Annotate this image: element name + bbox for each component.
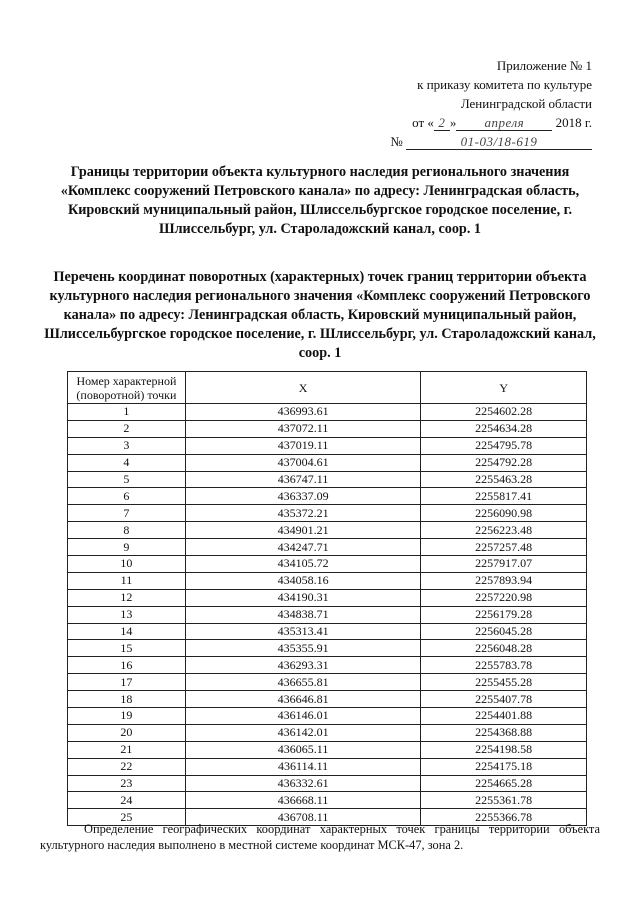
table-row <box>68 420 587 437</box>
point-number-cell: 9 <box>68 539 186 556</box>
y-coordinate-cell: 2255361.78 <box>421 792 587 809</box>
x-coordinate-cell: 436708.11 <box>185 809 420 826</box>
point-number-cell: 3 <box>68 437 186 454</box>
table-row <box>68 691 587 708</box>
y-coordinate-cell: 2254368.88 <box>421 724 587 741</box>
x-coordinate-cell: 436646.81 <box>185 691 420 708</box>
x-coordinate-cell: 436142.01 <box>185 724 420 741</box>
y-coordinate-cell: 2256179.28 <box>421 606 587 623</box>
y-coordinate-cell: 2255366.78 <box>421 809 587 826</box>
point-number-cell: 1 <box>68 404 186 421</box>
x-coordinate-cell: 436747.11 <box>185 471 420 488</box>
x-coordinate-cell: 434105.72 <box>185 556 420 573</box>
y-coordinate-cell: 2257893.94 <box>421 572 587 589</box>
y-coordinate-cell: 2254602.28 <box>421 404 587 421</box>
y-coordinate-cell: 2256045.28 <box>421 623 587 640</box>
y-coordinate-cell: 2256048.28 <box>421 640 587 657</box>
x-coordinate-cell: 434247.71 <box>185 539 420 556</box>
x-coordinate-cell: 437072.11 <box>185 420 420 437</box>
x-coordinate-cell: 437019.11 <box>185 437 420 454</box>
x-coordinate-cell: 434901.21 <box>185 522 420 539</box>
table-row <box>68 454 587 471</box>
coordinates-table <box>67 371 587 826</box>
x-coordinate-cell: 436114.11 <box>185 758 420 775</box>
table-row <box>68 471 587 488</box>
point-number-cell: 11 <box>68 572 186 589</box>
footnote <box>40 821 600 853</box>
point-number-cell: 15 <box>68 640 186 657</box>
table-row <box>68 758 587 775</box>
y-coordinate-cell: 2254665.28 <box>421 775 587 792</box>
appendix-label: Приложение № 1 <box>496 58 592 73</box>
date-mid: » <box>449 115 457 130</box>
header-x: X <box>185 372 420 404</box>
date-prefix: от « <box>412 115 434 130</box>
x-coordinate-cell: 436332.61 <box>185 775 420 792</box>
y-coordinate-cell: 2256223.48 <box>421 522 587 539</box>
document-title: Границы территории объекта культурного наследия регионального значения «Комплекс сооружений Петровского канала» по адресу: Ленинградская область, Кировский муниципальный район, Шлиссельбургское городское поселение, г. Шлиссельбург, ул. Староладожский канал, соор. 1 <box>60 164 580 237</box>
y-coordinate-cell: 2254795.78 <box>421 437 587 454</box>
point-number-cell: 25 <box>68 809 186 826</box>
point-number-cell: 7 <box>68 505 186 522</box>
table-row <box>68 404 587 421</box>
table-row <box>68 657 587 674</box>
table-header-row <box>68 372 587 404</box>
y-coordinate-cell: 2256090.98 <box>421 505 587 522</box>
point-number-cell: 16 <box>68 657 186 674</box>
x-coordinate-cell: 436146.01 <box>185 708 420 725</box>
point-number-cell: 18 <box>68 691 186 708</box>
y-coordinate-cell: 2257257.48 <box>421 539 587 556</box>
y-coordinate-cell: 2255407.78 <box>421 691 587 708</box>
table-row <box>68 437 587 454</box>
y-coordinate-cell: 2255463.28 <box>421 471 587 488</box>
date-year: 2018 г. <box>555 115 592 130</box>
y-coordinate-cell: 2254792.28 <box>421 454 587 471</box>
table-row <box>68 741 587 758</box>
x-coordinate-cell: 436993.61 <box>185 404 420 421</box>
x-coordinate-cell: 434838.71 <box>185 606 420 623</box>
table-row <box>68 708 587 725</box>
table-row <box>68 792 587 809</box>
table-row <box>68 572 587 589</box>
table-row <box>68 589 587 606</box>
y-coordinate-cell: 2255783.78 <box>421 657 587 674</box>
x-coordinate-cell: 435355.91 <box>185 640 420 657</box>
table-row <box>68 606 587 623</box>
table-body <box>68 404 587 826</box>
x-coordinate-cell: 435372.21 <box>185 505 420 522</box>
header-point-number: Номер характерной (поворотной) точки <box>68 372 186 404</box>
point-number-cell: 6 <box>68 488 186 505</box>
table-row <box>68 724 587 741</box>
footnote-text: Определение географических координат характерных точек границы территории объекта культурного наследия выполнено в местной системе координат МСК-47, зона 2. <box>40 822 600 852</box>
table-row <box>68 775 587 792</box>
table-row <box>68 488 587 505</box>
appendix-number <box>352 132 592 151</box>
appendix-date <box>352 113 592 132</box>
table-row <box>68 623 587 640</box>
y-coordinate-cell: 2254198.58 <box>421 741 587 758</box>
point-number-cell: 13 <box>68 606 186 623</box>
point-number-cell: 8 <box>68 522 186 539</box>
date-day: 2 <box>434 116 450 131</box>
appendix-header <box>352 56 592 151</box>
point-number-cell: 4 <box>68 454 186 471</box>
x-coordinate-cell: 435313.41 <box>185 623 420 640</box>
point-number-cell: 10 <box>68 556 186 573</box>
point-number-cell: 22 <box>68 758 186 775</box>
document-subtitle: Перечень координат поворотных (характерных) точек границ территории объекта культурного наследия регионального значения «Комплекс сооружений Петровского канала» по адресу: Ленинградская область, Кировский муниципальный район, Шлиссельбургское городское поселение, г. Шлиссельбург, ул. Староладожский канал, соор. 1 <box>44 269 596 361</box>
table-row <box>68 556 587 573</box>
x-coordinate-cell: 436065.11 <box>185 741 420 758</box>
x-coordinate-cell: 436668.11 <box>185 792 420 809</box>
x-coordinate-cell: 434190.31 <box>185 589 420 606</box>
table-row <box>68 505 587 522</box>
point-number-cell: 21 <box>68 741 186 758</box>
y-coordinate-cell: 2255817.41 <box>421 488 587 505</box>
point-number-cell: 2 <box>68 420 186 437</box>
x-coordinate-cell: 434058.16 <box>185 572 420 589</box>
point-number-cell: 5 <box>68 471 186 488</box>
appendix-order-ref: к приказу комитета по культуре <box>417 77 592 92</box>
y-coordinate-cell: 2254401.88 <box>421 708 587 725</box>
y-coordinate-cell: 2257220.98 <box>421 589 587 606</box>
point-number-cell: 20 <box>68 724 186 741</box>
x-coordinate-cell: 436337.09 <box>185 488 420 505</box>
y-coordinate-cell: 2255455.28 <box>421 674 587 691</box>
number-value: 01-03/18-619 <box>406 135 592 150</box>
table-row <box>68 640 587 657</box>
number-prefix: № <box>390 134 403 149</box>
point-number-cell: 23 <box>68 775 186 792</box>
point-number-cell: 17 <box>68 674 186 691</box>
table-row <box>68 539 587 556</box>
point-number-cell: 12 <box>68 589 186 606</box>
y-coordinate-cell: 2254175.18 <box>421 758 587 775</box>
x-coordinate-cell: 436655.81 <box>185 674 420 691</box>
x-coordinate-cell: 436293.31 <box>185 657 420 674</box>
point-number-cell: 19 <box>68 708 186 725</box>
point-number-cell: 14 <box>68 623 186 640</box>
y-coordinate-cell: 2257917.07 <box>421 556 587 573</box>
point-number-cell: 24 <box>68 792 186 809</box>
x-coordinate-cell: 437004.61 <box>185 454 420 471</box>
appendix-region: Ленинградской области <box>460 96 592 111</box>
date-month: апреля <box>456 116 552 131</box>
header-y: Y <box>421 372 587 404</box>
table-row <box>68 522 587 539</box>
y-coordinate-cell: 2254634.28 <box>421 420 587 437</box>
table-row <box>68 674 587 691</box>
